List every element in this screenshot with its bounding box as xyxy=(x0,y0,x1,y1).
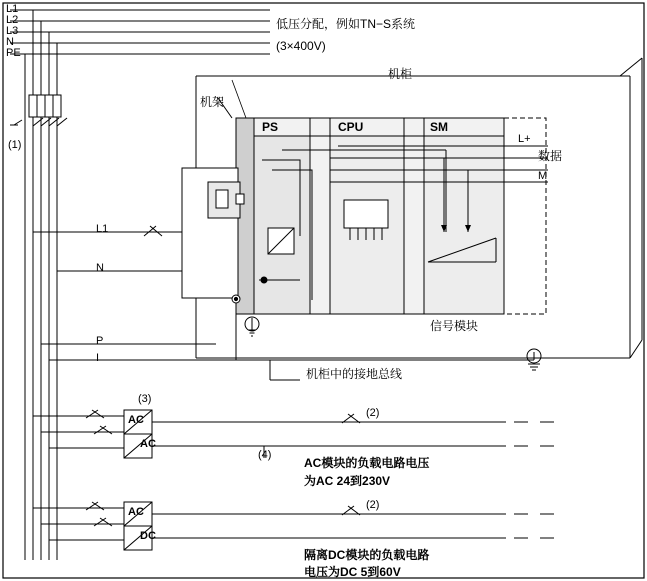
dc-block-top-label: AC xyxy=(128,506,144,518)
mains-label-p: P xyxy=(96,335,104,347)
ac-caption-line2: 为AC 24到230V xyxy=(304,474,391,488)
signal-module-label: 信号模块 xyxy=(430,319,479,333)
ground-bus-label: 机柜中的接地总线 xyxy=(306,367,403,381)
bus-label-data: 数据 xyxy=(538,149,563,163)
dc-caption-line1: 隔离DC模块的负载电路 xyxy=(304,548,430,562)
ac-block-bottom-label: AC xyxy=(140,438,156,450)
dc-block-bottom-label: DC xyxy=(140,530,156,542)
callout-4: (4) xyxy=(258,449,272,461)
ac-block-top-label: AC xyxy=(128,414,144,426)
supply-line-label-l3: L3 xyxy=(6,25,19,37)
module-label-ps: PS xyxy=(262,120,279,134)
supply-line-label-l1: L1 xyxy=(6,3,19,15)
mains-label-l1: L1 xyxy=(96,223,109,235)
mains-label-i: I xyxy=(96,352,100,364)
callout-3: (3) xyxy=(138,393,152,405)
supply-note-title: 低压分配，例如TN−S系统 xyxy=(276,17,416,31)
bus-label-m: M xyxy=(538,170,548,182)
module-label-cpu: CPU xyxy=(338,120,364,134)
callout-2-ac: (2) xyxy=(366,407,380,419)
rack-label: 机架 xyxy=(200,95,225,109)
ac-caption-line1: AC模块的负载电路电压 xyxy=(304,456,430,470)
callout-1: (1) xyxy=(8,139,22,151)
mains-label-n: N xyxy=(96,262,104,274)
module-label-sm: SM xyxy=(430,120,448,134)
supply-line-label-pe: PE xyxy=(6,47,21,59)
callout-2-dc: (2) xyxy=(366,499,380,511)
cabinet-title: 机柜 xyxy=(388,67,413,81)
bus-label-lplus: L+ xyxy=(518,133,531,145)
supply-note-sub: (3×400V) xyxy=(276,39,326,53)
dc-caption-line2: 电压为DC 5到60V xyxy=(304,565,401,579)
supply-line-label-n: N xyxy=(6,36,14,48)
supply-line-label-l2: L2 xyxy=(6,14,19,26)
